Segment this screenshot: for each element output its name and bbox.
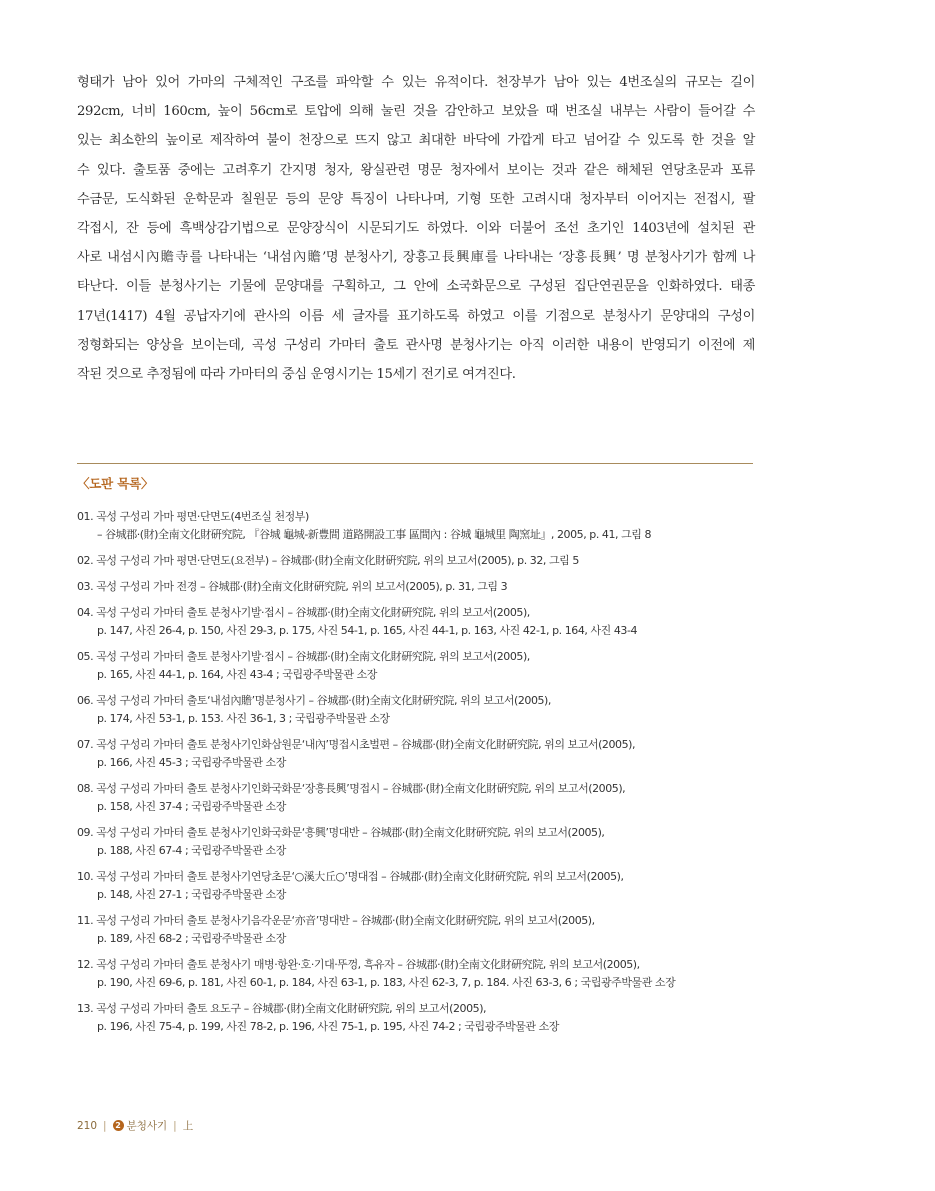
figure-list-item: [77, 692, 757, 728]
figure-caption-line: 12. 곡성 구성리 가마터 출토 분청사기 매병·항완·호·기대·뚜껑, 흑유자 – 谷城郡·(財)全南文化財硏究院, 위의 보고서(2005),: [77, 958, 640, 971]
figure-caption-line: 10. 곡성 구성리 가마터 출토 분청사기연당초문‘○溪大丘○’명대접 – 谷城郡·(財)全南文化財硏究院, 위의 보고서(2005),: [77, 870, 624, 883]
body-text-line: 사로 내섬시內贍寺를 나타내는 ‘내섬內贍’명 분청사기, 장흥고長興庫를 나타내는 ‘장흥長興’ 명 분청사기가 함께 나: [77, 250, 755, 266]
section-divider: [77, 463, 753, 464]
body-paragraph: [77, 68, 755, 389]
figure-list-item: [77, 648, 757, 684]
figure-list-item: [77, 780, 757, 816]
figure-list-item: [77, 604, 757, 640]
figure-list-title: 〈도판 목록〉: [77, 476, 154, 491]
figure-source-line: p. 147, 사진 26-4, p. 150, 사진 29-3, p. 175, 사진 54-1, p. 165, 사진 44-1, p. 163, 사진 42-1, p. 164, 사진 43-4: [97, 624, 638, 637]
figure-caption-line: 05. 곡성 구성리 가마터 출토 분청사기발·접시 – 谷城郡·(財)全南文化財硏究院, 위의 보고서(2005),: [77, 650, 530, 663]
figure-source-line: p. 196, 사진 75-4, p. 199, 사진 78-2, p. 196, 사진 75-1, p. 195, 사진 74-2 ; 국립광주박물관 소장: [97, 1020, 559, 1033]
book-title: 분청사기: [126, 1120, 168, 1132]
figure-caption-line: 09. 곡성 구성리 가마터 출토 분청사기인화국화문‘흥興’명대반 – 谷城郡·(財)全南文化財硏究院, 위의 보고서(2005),: [77, 826, 605, 839]
figure-list-item: [77, 508, 757, 544]
figure-caption-line: 06. 곡성 구성리 가마터 출토‘내섬內贍’명분청사기 – 谷城郡·(財)全南文化財硏究院, 위의 보고서(2005),: [77, 694, 551, 707]
figure-caption-line: 02. 곡성 구성리 가마 평면·단면도(요전부) – 谷城郡·(財)全南文化財硏究院, 위의 보고서(2005), p. 32, 그림 5: [77, 554, 579, 567]
figure-caption-line: 08. 곡성 구성리 가마터 출토 분청사기인화국화문‘장흥長興’명접시 – 谷城郡·(財)全南文化財硏究院, 위의 보고서(2005),: [77, 782, 626, 795]
figure-caption-line: 03. 곡성 구성리 가마 전경 – 谷城郡·(財)全南文化財硏究院, 위의 보고서(2005), p. 31, 그림 3: [77, 580, 508, 593]
body-text-line: 292cm, 너비 160cm, 높이 56cm로 토압에 의해 눌린 것을 감안하고 보았을 때 번조실 내부는 사람이 들어갈 수: [77, 104, 755, 120]
figure-source-line: p. 188, 사진 67-4 ; 국립광주박물관 소장: [97, 844, 286, 857]
figure-source-line: – 谷城郡·(財)全南文化財硏究院, 『谷城 龜城-新豊間 道路開設工事 區間內 : 谷城 龜城里 陶窯址』, 2005, p. 41, 그림 8: [97, 528, 652, 541]
body-text-line: 정형화되는 양상을 보이는데, 곡성 구성리 가마터 출토 관사명 분청사기는 아직 이러한 내용이 반영되기 이전에 제: [77, 337, 755, 353]
body-text-line: 타난다. 이들 분청사기는 기물에 문양대를 구획하고, 그 안에 소국화문으로 구성된 집단연권문을 인화하였다. 태종: [77, 279, 755, 295]
figure-caption-line: 07. 곡성 구성리 가마터 출토 분청사기인화삼원문‘내內’명접시초벌편 – 谷城郡·(財)全南文化財硏究院, 위의 보고서(2005),: [77, 738, 636, 751]
body-text-line: 각접시, 잔 등에 흑백상감기법으로 문양장식이 시문되기도 하였다. 이와 더불어 조선 초기인 1403년에 설치된 관: [77, 221, 755, 237]
page-number: 210: [77, 1119, 98, 1132]
figure-source-line: p. 165, 사진 44-1, p. 164, 사진 43-4 ; 국립광주박물관 소장: [97, 668, 377, 681]
chapter-badge-icon: 2: [113, 1120, 124, 1131]
figure-caption-line: 11. 곡성 구성리 가마터 출토 분청사기음각운문‘亦音’명대반 – 谷城郡·(財)全南文化財硏究院, 위의 보고서(2005),: [77, 914, 595, 927]
figure-caption-line: 04. 곡성 구성리 가마터 출토 분청사기발·접시 – 谷城郡·(財)全南文化財硏究院, 위의 보고서(2005),: [77, 606, 530, 619]
figure-caption-line: 01. 곡성 구성리 가마 평면·단면도(4번조실 천정부): [77, 510, 309, 523]
volume-label: 上: [182, 1120, 194, 1132]
figure-list-item: [77, 552, 757, 570]
page-footer: [77, 1118, 193, 1133]
figure-source-line: p. 190, 사진 69-6, p. 181, 사진 60-1, p. 184, 사진 63-1, p. 183, 사진 62-3, 7, p. 184. 사진 63-3, 6 ; 국립광주박물관 소장: [97, 976, 676, 989]
footer-separator: |: [103, 1119, 107, 1132]
figure-source-line: p. 174, 사진 53-1, p. 153. 사진 36-1, 3 ; 국립광주박물관 소장: [97, 712, 390, 725]
body-text-line: 수 있다. 출토품 중에는 고려후기 간지명 청자, 왕실관련 명문 청자에서 보이는 것과 같은 해체된 연당초문과 포류: [77, 162, 755, 178]
figure-list: [77, 508, 757, 1044]
figure-list-item: [77, 578, 757, 596]
figure-caption-line: 13. 곡성 구성리 가마터 출토 요도구 – 谷城郡·(財)全南文化財硏究院, 위의 보고서(2005),: [77, 1002, 487, 1015]
body-text-line: 17년(1417) 4월 공납자기에 관사의 이름 세 글자를 표기하도록 하였고 이를 기점으로 분청사기 문양대의 구성이: [77, 308, 755, 324]
body-text-line: 수금문, 도식화된 운학문과 칠원문 등의 문양 특징이 나타나며, 기형 또한 고려시대 청자부터 이어지는 전접시, 팔: [77, 191, 755, 207]
footer-separator-2: |: [173, 1119, 177, 1132]
body-text-line: 작된 것으로 추정됨에 따라 가마터의 중심 운영시기는 15세기 전기로 여겨진다.: [77, 367, 516, 383]
figure-source-line: p. 158, 사진 37-4 ; 국립광주박물관 소장: [97, 800, 286, 813]
figure-list-item: [77, 868, 757, 904]
figure-source-line: p. 148, 사진 27-1 ; 국립광주박물관 소장: [97, 888, 286, 901]
body-text-line: 있는 최소한의 높이로 제작하여 불이 천장으로 뜨지 않고 최대한 바닥에 가깝게 타고 넘어갈 수 있도록 한 것을 알: [77, 133, 755, 149]
figure-list-item: [77, 912, 757, 948]
body-text-line: 형태가 남아 있어 가마의 구체적인 구조를 파악할 수 있는 유적이다. 천장부가 남아 있는 4번조실의 규모는 길이: [77, 75, 755, 90]
figure-list-item: [77, 824, 757, 860]
figure-list-item: [77, 736, 757, 772]
figure-source-line: p. 189, 사진 68-2 ; 국립광주박물관 소장: [97, 932, 286, 945]
figure-source-line: p. 166, 사진 45-3 ; 국립광주박물관 소장: [97, 756, 286, 769]
figure-list-item: [77, 956, 757, 992]
figure-list-item: [77, 1000, 757, 1036]
